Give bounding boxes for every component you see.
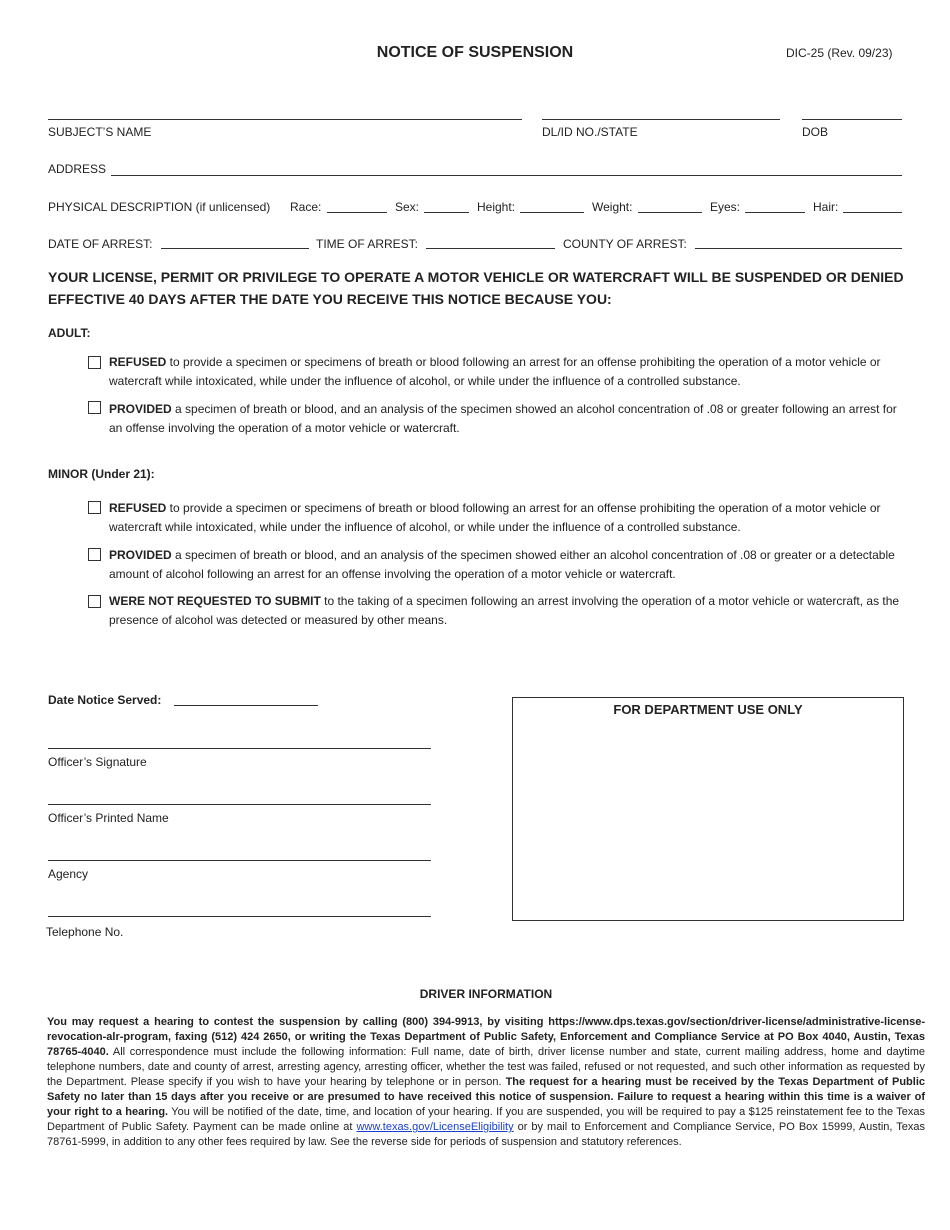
- department-use-title: FOR DEPARTMENT USE ONLY: [613, 702, 803, 717]
- dl-id-label: DL/ID NO./STATE: [542, 125, 638, 139]
- page-title: NOTICE OF SUSPENSION: [376, 44, 574, 61]
- officer-printed-name-label: Officer’s Printed Name: [48, 811, 169, 825]
- minor-not-requested-checkbox[interactable]: [88, 595, 101, 608]
- adult-provided-text: PROVIDED a specimen of breath or blood, and an analysis of the specimen showed an alcohol concentration of .08 or greater following an arrest for an offense involving the operation of a motor vehicle or watercraft.: [109, 402, 897, 435]
- race-label: Race:: [290, 200, 322, 214]
- driver-information-heading: DRIVER INFORMATION: [419, 987, 553, 1001]
- officer-printed-name-field[interactable]: [48, 804, 431, 805]
- hair-label: Hair:: [813, 200, 839, 214]
- license-eligibility-link[interactable]: www.texas.gov/LicenseEligibility: [356, 1121, 514, 1133]
- department-use-box: [512, 697, 904, 921]
- minor-provided-text: PROVIDED a specimen of breath or blood, and an analysis of the specimen showed either an alcohol concentration of .08 or greater or a detectable amount of alcohol following an arrest for an offense involving the operation of a motor vehicle or watercraft.: [109, 548, 895, 581]
- telephone-field[interactable]: [48, 916, 431, 917]
- sex-label: Sex:: [395, 200, 420, 214]
- dob-field[interactable]: [802, 119, 902, 120]
- agency-label: Agency: [48, 867, 89, 881]
- eyes-field[interactable]: [745, 212, 805, 213]
- county-of-arrest-label: COUNTY OF ARREST:: [563, 237, 687, 251]
- height-field[interactable]: [520, 212, 584, 213]
- weight-label: Weight:: [592, 200, 633, 214]
- race-field[interactable]: [327, 212, 387, 213]
- hair-field[interactable]: [843, 212, 902, 213]
- physical-description-label: PHYSICAL DESCRIPTION (if unlicensed): [48, 200, 271, 214]
- minor-not-requested-text: WERE NOT REQUESTED TO SUBMIT to the taking of a specimen following an arrest involving the operation of a motor vehicle or watercraft, as the presence of alcohol was detected or measured by other means.: [109, 594, 900, 627]
- officer-signature-field[interactable]: [48, 748, 431, 749]
- form-number: DIC-25 (Rev. 09/23): [786, 46, 893, 60]
- dob-label: DOB: [802, 125, 829, 139]
- subject-name-label: SUBJECT’S NAME: [48, 125, 152, 139]
- telephone-label: Telephone No.: [46, 925, 124, 939]
- time-of-arrest-field[interactable]: [426, 248, 555, 249]
- adult-refused-checkbox[interactable]: [88, 356, 101, 369]
- weight-field[interactable]: [638, 212, 702, 213]
- suspension-heading: YOUR LICENSE, PERMIT OR PRIVILEGE TO OPERATE A MOTOR VEHICLE OR WATERCRAFT WILL BE SUSPENDED OR DENIED EFFECTIVE 40 DAYS AFTER THE DATE YOU RECEIVE THIS NOTICE BECAUSE YOU:: [48, 269, 904, 307]
- date-notice-served-label: Date Notice Served:: [48, 693, 162, 707]
- adult-provided-checkbox[interactable]: [88, 401, 101, 414]
- address-field[interactable]: [111, 175, 902, 176]
- county-of-arrest-field[interactable]: [695, 248, 902, 249]
- officer-signature-label: Officer’s Signature: [48, 755, 147, 769]
- minor-refused-text: REFUSED to provide a specimen or specimens of breath or blood following an arrest for an offense prohibiting the operation of a motor vehicle or watercraft while intoxicated, while under the influence of alcohol, or while under the influence of a controlled substance.: [109, 501, 881, 534]
- eyes-label: Eyes:: [710, 200, 741, 214]
- subject-name-field[interactable]: [48, 119, 522, 120]
- agency-field[interactable]: [48, 860, 431, 861]
- adult-section-label: ADULT:: [48, 326, 91, 340]
- height-label: Height:: [477, 200, 516, 214]
- minor-refused-checkbox[interactable]: [88, 501, 101, 514]
- driver-information-text: You may request a hearing to contest the suspension by calling (800) 394-9913, by visiting https://www.dps.texas.gov/section/driver-license/administrative-license-revocation-alr-program, faxing (512) 424 2650, or writing the Texas Department of Public Safety, Enforcement and Compliance Service at PO Box 4040, Austin, Texas 78765-4040. All correspondence must include the following information: Full name, date of birth, driver license number and state, current mailing address, home and daytime telephone numbers, date and county of arrest, arresting agency, arresting officer, whether the test was failed, refused or not requested, and such other information as requested by the Department. Please specify if you wish to have your hearing by telephone or in person. The request for a hearing must be received by the Texas Department of Public Safety no later than 15 days after you receive or are presumed to have received this notice of suspension. Failure to request a hearing within this time is a waiver of your right to a hearing. You will be notified of the date, time, and location of your hearing. If you are suspended, you will be required to pay a $125 reinstatement fee to the Texas Department of Public Safety. Payment can be made online at www.texas.gov/LicenseEligibility or by mail to Enforcement and Compliance Service, PO Box 15999, Austin, Texas 78761-5999, in addition to any other fees required by law. See the reverse side for periods of suspension and statutory references.: [47, 1016, 926, 1148]
- sex-field[interactable]: [424, 212, 469, 213]
- minor-section-label: MINOR (Under 21):: [48, 467, 155, 481]
- adult-refused-text: REFUSED to provide a specimen or specimens of breath or blood following an arrest for an offense prohibiting the operation of a motor vehicle or watercraft while intoxicated, while under the influence of alcohol, or while under the influence of a controlled substance.: [109, 355, 881, 388]
- date-of-arrest-field[interactable]: [161, 248, 309, 249]
- address-label: ADDRESS: [48, 162, 107, 176]
- date-of-arrest-label: DATE OF ARREST:: [48, 237, 153, 251]
- minor-provided-checkbox[interactable]: [88, 548, 101, 561]
- date-notice-served-field[interactable]: [174, 705, 318, 706]
- dl-id-field[interactable]: [542, 119, 780, 120]
- time-of-arrest-label: TIME OF ARREST:: [316, 237, 419, 251]
